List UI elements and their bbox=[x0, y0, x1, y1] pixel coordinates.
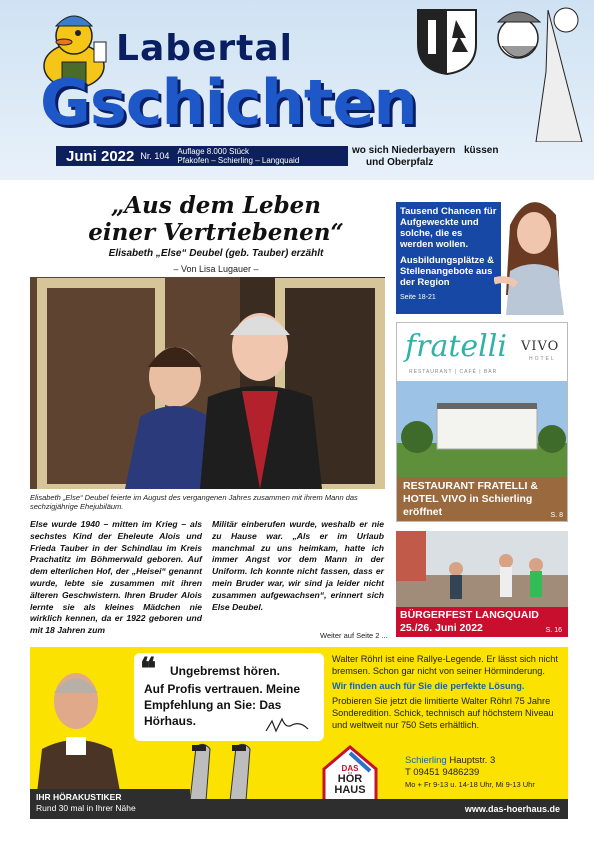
slogan-kiss: küssen bbox=[464, 145, 499, 156]
buergerfest-label bbox=[396, 607, 568, 637]
towns: Pfakofen – Schierling – Langquaid bbox=[177, 156, 300, 165]
vivo-logo: VIVO bbox=[521, 339, 560, 354]
article-column-2: Militär einberufen wurde, weshalb er nie zu Hause war. „Als er im Urlaub manchmal zu uns heimkam, hatte ich immer Angst vor dem Mann in der Uniform. Ich konnte nicht fassen, dass er mein Bruder war, wir sind ja leider nicht zusammen aufgewachsen“, erinnert sich Else Deubel. bbox=[212, 519, 384, 612]
hoerakustiker-box: IHR HÖRAKUSTIKER Rund 30 mal in Ihrer Nähe bbox=[30, 789, 190, 819]
hoerhaus-logo-text: DAS HÖR HAUS bbox=[334, 764, 366, 796]
ad-text: Walter Röhrl ist eine Rallye-Legende. Er lässt sich nicht bremsen. Schon gar nicht von seiner Hörminderung. Wir finden auch für Sie die perfekte Lösung. Probieren Sie jetzt die limitierte Walter Röhrl 75 Jahre Sonderedition. Schick, technisch auf höchstem Niveau und weltweit nur 750 Sets erhältlich. bbox=[332, 654, 558, 730]
fratelli-title: RESTAURANT FRATELLI & HOTEL VIVO in Schierling eröffnet bbox=[403, 480, 538, 518]
hotel-photo bbox=[397, 381, 568, 477]
buergerfest-page: S. 16 bbox=[545, 627, 562, 634]
lead-byline: – Von Lisa Lugauer – bbox=[173, 264, 259, 274]
ad-quote-line1: Ungebremst hören. bbox=[170, 664, 281, 678]
cartoon-figure-icon bbox=[478, 2, 590, 142]
ad-footer-bar bbox=[190, 799, 568, 819]
quote-mark-icon: ❝ bbox=[140, 653, 157, 686]
fratelli-page: S. 8 bbox=[550, 512, 563, 519]
slogan: wo sich Niederbayern und Oberpfalz bbox=[352, 145, 456, 168]
jobs-line2: Ausbildungsplätze & Stellenangebote aus der Region bbox=[400, 255, 494, 288]
photo-caption: Elisabeth „Else“ Deubel feierte im August des vergangenen Jahres zusammen mit ihrem Mann das sechzigjährige Ehejubiläum. bbox=[30, 493, 358, 511]
store-phone[interactable]: T 09451 9486239 bbox=[405, 767, 480, 778]
circulation: Auflage 8.000 Stück bbox=[177, 147, 250, 156]
woman-photo bbox=[494, 185, 570, 315]
lead-headline[interactable]: „Aus dem Leben einer Vertriebenen“ bbox=[88, 192, 344, 246]
fratelli-teaser[interactable]: fratelli RESTAURANT | CAFÉ | BAR VIVO HOTEL RESTAURANT FRATELLI & HOTEL VIVO in Schierling eröffnet S. 8 bbox=[396, 322, 568, 522]
jobs-teaser[interactable] bbox=[396, 202, 501, 314]
issue-number: Nr. 104 bbox=[140, 151, 170, 161]
ad-quote-box bbox=[134, 653, 324, 741]
lead-subhead: Elisabeth „Else“ Deubel (geb. Tauber) erzählt bbox=[108, 248, 324, 259]
ad-quote-rest: Auf Profis vertrauen. Meine Empfehlung an Sie: Das Hörhaus. bbox=[144, 682, 301, 728]
festival-photo bbox=[396, 531, 568, 607]
jobs-page: Seite 18-21 bbox=[400, 294, 436, 301]
masthead bbox=[0, 0, 594, 180]
issue-date: Juni 2022 bbox=[66, 147, 135, 165]
coat-of-arms-icon bbox=[416, 8, 478, 76]
ad-url-link[interactable]: www.das-hoerhaus.de bbox=[464, 804, 560, 814]
jobs-line1: Tausend Chancen für Aufgeweckte und solche, die es werden wollen. bbox=[400, 206, 497, 250]
signature-icon bbox=[264, 717, 310, 735]
issue-bar bbox=[56, 146, 348, 166]
fratelli-logo: fratelli bbox=[405, 329, 507, 364]
brand-labertal: Labertal bbox=[116, 28, 294, 69]
buergerfest-title: BÜRGERFEST LANGQUAID 25./26. Juni 2022 bbox=[400, 609, 539, 634]
store-hours: Mo + Fr 9-13 u. 14-18 Uhr, Mi 9-13 Uhr bbox=[405, 780, 535, 789]
store-address: Schierling Hauptstr. 3 T 09451 9486239 Mo + Fr 9-13 u. 14-18 Uhr, Mi 9-13 Uhr bbox=[405, 755, 535, 789]
article-column-1: Else wurde 1940 – mitten im Krieg – als sechstes Kind der Eheleute Alois und Frieda Tauber in der Schindlau im Kreis Prachatitz im Böhmerwald geboren. Auf dem elterlichen Hof, der „Heisei“ genannt wurde, lebte sie zusammen mit ihren älteren Geschwistern. Ihren Bruder Alois lernte sie als kleines Mädchen nie wirklich kennen, da er 1922 geboren und mit 18 Jahren zum bbox=[30, 519, 202, 636]
walter-roehrl-photo bbox=[36, 657, 132, 802]
issue-details bbox=[177, 147, 299, 165]
buergerfest-teaser[interactable] bbox=[396, 531, 568, 637]
hearing-aids-icon bbox=[170, 741, 270, 801]
continued-link[interactable]: Weiter auf Seite 2 ... bbox=[320, 631, 388, 640]
lead-photo bbox=[30, 277, 385, 489]
hoerhaus-ad[interactable] bbox=[30, 647, 568, 819]
article-body bbox=[30, 519, 385, 637]
brand-gschichten: Gschichten bbox=[40, 66, 417, 139]
fratelli-label bbox=[397, 477, 568, 522]
